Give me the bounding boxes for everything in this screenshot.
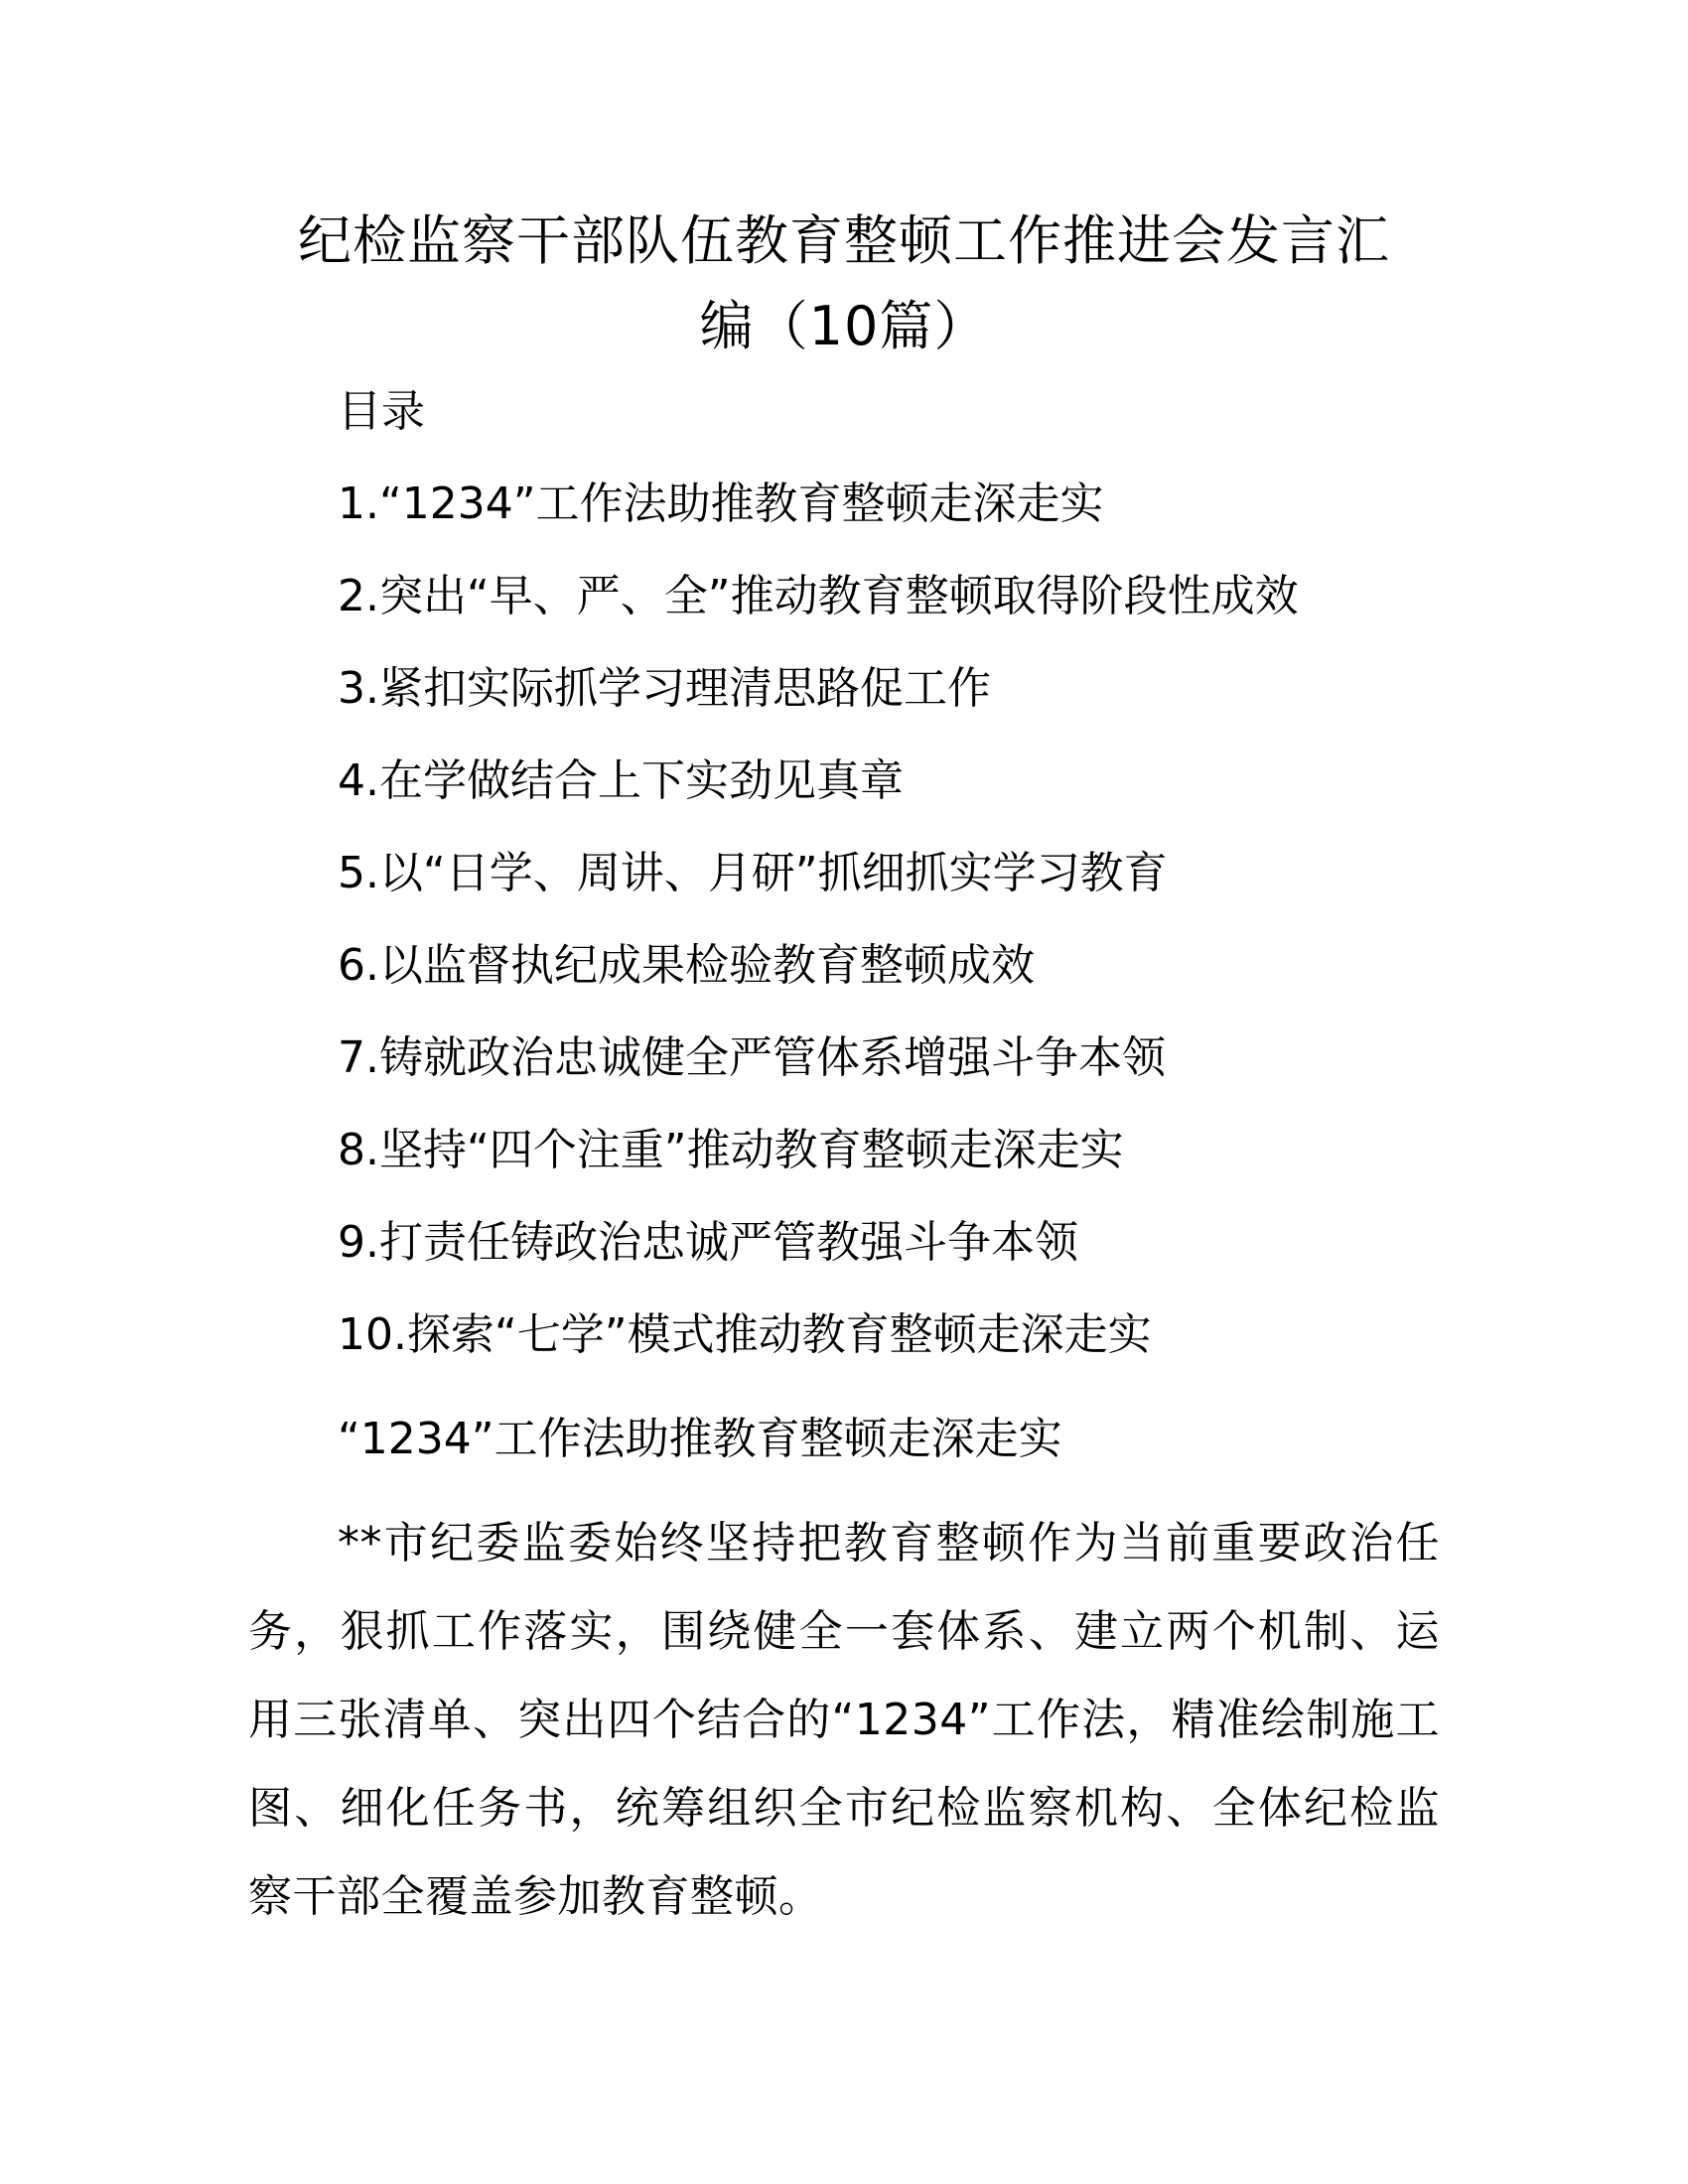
toc-item-9: 9.打责任铸政治忠诚严管教强斗争本领 [338, 1217, 1078, 1268]
toc-item-1: 1.“1234”工作法助推教育整顿走深走实 [338, 478, 1104, 529]
toc-item-3: 3.紧扣实际抓学习理清思路促工作 [338, 663, 991, 714]
body-paragraph: **市纪委监委始终坚持把教育整顿作为当前重要政治任务，狠抓工作落实，围绕健全一套体系、建立两个机制、运用三张清单、突出四个结合的“1234”工作法，精准绘制施工图、细化任务书，统筹组织全市纪检监察机构、全体纪检监察干部全覆盖参加教育整顿。 [248, 1518, 1440, 1922]
toc-item-2: 2.突出“早、严、全”推动教育整顿取得阶段性成效 [338, 571, 1299, 621]
toc-item-5: 5.以“日学、周讲、月研”抓细抓实学习教育 [338, 848, 1168, 898]
toc-item-6: 6.以监督执纪成果检验教育整顿成效 [338, 940, 1035, 991]
document-title [238, 199, 1450, 369]
toc-heading: 目录 [338, 386, 425, 437]
toc-item-7: 7.铸就政治忠诚健全严管体系增强斗争本领 [338, 1032, 1166, 1083]
section-heading: “1234”工作法助推教育整顿走深走实 [338, 1414, 1062, 1464]
toc-item-10: 10.探索“七学”模式推动教育整顿走深走实 [338, 1309, 1152, 1360]
document-title-line-1: 纪检监察干部队伍教育整顿工作推进会发言汇 [298, 209, 1390, 272]
toc-item-4: 4.在学做结合上下实劲见真章 [338, 755, 904, 806]
document-title-line-2: 编（10篇） [699, 295, 989, 357]
toc-item-8: 8.坚持“四个注重”推动教育整顿走深走实 [338, 1125, 1124, 1175]
